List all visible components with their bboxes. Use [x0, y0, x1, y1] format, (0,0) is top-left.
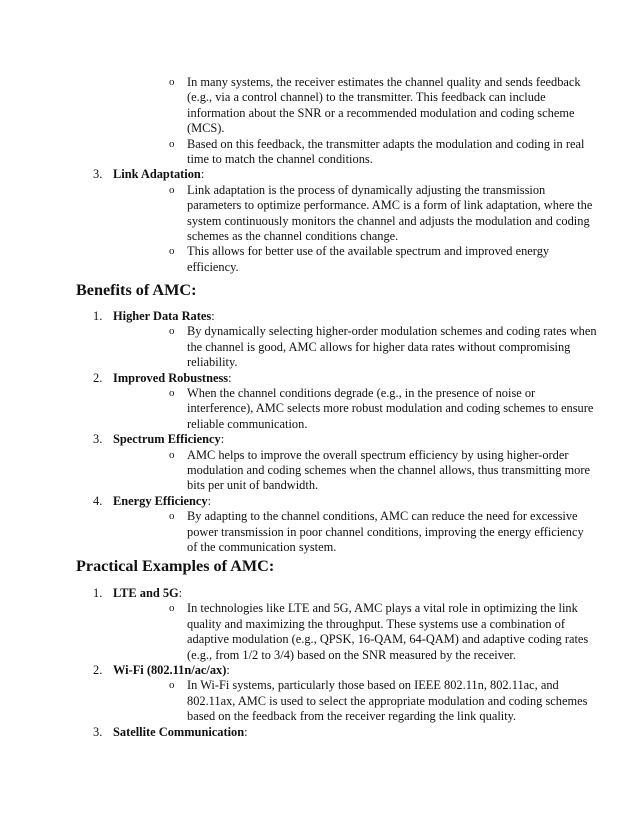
bullet-list: [113, 509, 584, 555]
bullet-text: By dynamically selecting higher-order modulation schemes and coding rates when the channel is good, AMC allows for higher data rates without compromising reliability.: [187, 324, 597, 370]
bullet-text: When the channel conditions degrade (e.g., in the presence of noise or interference), AMC selects more robust modulation and coding schemes to ensure reliable communication.: [187, 386, 594, 431]
examples-heading: Practical Examples of AMC:: [76, 557, 275, 575]
bullet-text: In technologies like LTE and 5G, AMC plays a vital role in optimizing the link quality and maximizing the throughput. These systems use a combination of adaptive modulation (e.g., QPSK, 16-QAM, 64-QAM) and adaptive coding rates (e.g., from 1/2 to 3/4) based on the SNR measured by the receiver.: [187, 601, 589, 662]
bullet-text: By adapting to the channel conditions, AMC can reduce the need for excessive power transmission in poor channel conditions, improving the energy efficiency of the communication system.: [187, 509, 584, 555]
item-colon: :: [178, 586, 183, 600]
item-title: Energy Efficiency: [113, 493, 208, 508]
item-number: 1.: [93, 309, 103, 323]
item-number: 3.: [93, 724, 103, 739]
examples-list: [76, 586, 589, 740]
circle-bullet-icon: o: [169, 602, 175, 615]
list-item: [76, 167, 593, 275]
item-number: 4.: [93, 493, 103, 508]
item-colon: :: [207, 493, 212, 508]
bullet-item: [113, 448, 597, 494]
bullet-item: [113, 324, 597, 370]
bullet-text: AMC helps to improve the overall spectrum efficiency by using higher-order modulation and coding schemes when the channel allows, thus transmitting more bits per unit of bandwidth.: [187, 447, 590, 493]
bullet-text: Based on this feedback, the transmitter adapts the modulation and coding in real time to match the channel conditions.: [187, 136, 585, 167]
circle-bullet-icon: o: [169, 245, 175, 258]
item-title: Higher Data Rates: [113, 309, 212, 323]
bullet-item: [113, 137, 597, 168]
item-title-line: [113, 663, 576, 678]
bullet-item: [113, 509, 597, 555]
bullet-item: [113, 601, 597, 663]
item-colon: :: [228, 370, 232, 385]
circle-bullet-icon: o: [169, 387, 175, 400]
bullet-list: [113, 386, 594, 432]
bullet-item: [113, 244, 597, 275]
item-colon: :: [226, 663, 230, 678]
item-title-line: [113, 309, 576, 324]
item-title: Satellite Communication: [113, 724, 245, 739]
item-colon: :: [211, 309, 215, 323]
item-number: 3.: [93, 167, 103, 182]
list-item: [76, 370, 594, 433]
circle-bullet-icon: o: [169, 510, 175, 523]
item-number: 1.: [93, 586, 103, 600]
item-number: 2.: [93, 663, 103, 678]
circle-bullet-icon: o: [169, 679, 175, 692]
circle-bullet-icon: o: [169, 137, 175, 150]
bullet-item: [113, 386, 597, 432]
bullet-item: [113, 183, 597, 245]
item-title: Link Adaptation: [113, 167, 201, 182]
bullet-item: [113, 75, 597, 137]
item-title: Spectrum Efficiency: [113, 432, 221, 447]
list-item: [76, 663, 588, 725]
bullet-text: In many systems, the receiver estimates the channel quality and sends feedback (e.g., via a control channel) to the transmitter. This feedback can include information about the SNR or a recommended modulation and coding scheme (MCS).: [187, 75, 581, 136]
bullet-list: [113, 447, 590, 494]
bullet-text: In Wi-Fi systems, particularly those based on IEEE 802.11n, 802.11ac, and 802.11ax, AMC is used to select the appropriate modulation and coding schemes based on the feedback from the receiver regarding the link quality.: [187, 678, 588, 724]
bullet-list: [113, 75, 585, 167]
numbered-list: [76, 586, 589, 740]
list-item: [76, 432, 590, 494]
benefits-list: [76, 309, 597, 556]
item-title-line: [113, 167, 576, 182]
item-title: Improved Robustness: [113, 370, 229, 385]
bullet-list: [113, 601, 589, 663]
bullet-item: [113, 678, 597, 724]
circle-bullet-icon: o: [169, 76, 175, 88]
circle-bullet-icon: o: [169, 183, 175, 196]
item-title-line: [113, 586, 576, 601]
circle-bullet-icon: o: [169, 448, 175, 461]
bullet-list: [113, 678, 588, 724]
bullet-list: [113, 324, 597, 370]
item-title-line: [113, 725, 576, 740]
item-title-line: [113, 371, 576, 386]
item-number: 3.: [93, 432, 103, 447]
continuation-list: [76, 75, 593, 275]
item-colon: :: [244, 724, 248, 739]
bullet-text: This allows for better use of the available spectrum and improved energy efficiency.: [187, 244, 550, 274]
benefits-heading: Benefits of AMC:: [76, 281, 197, 299]
list-item: [76, 309, 597, 371]
bullet-text: Link adaptation is the process of dynamically adjusting the transmission parameters to optimize performance. AMC is a form of link adaptation, where the system continuously monitors the channel and adjusts the modulation and coding schemes as the channel conditions change.: [187, 182, 593, 244]
list-item: [76, 725, 576, 740]
numbered-list: [76, 75, 593, 275]
list-item: [76, 75, 585, 167]
item-title: Wi-Fi (802.11n/ac/ax): [113, 663, 227, 678]
item-title: LTE and 5G: [113, 586, 179, 600]
list-item: [76, 493, 584, 556]
item-title-line: [113, 432, 576, 447]
item-number: 2.: [93, 370, 103, 385]
item-colon: :: [200, 167, 205, 182]
item-title-line: [113, 494, 576, 509]
numbered-list: [76, 309, 597, 556]
list-item: [76, 586, 589, 663]
item-colon: :: [220, 432, 225, 447]
bullet-list: [113, 182, 593, 275]
circle-bullet-icon: o: [169, 325, 175, 338]
